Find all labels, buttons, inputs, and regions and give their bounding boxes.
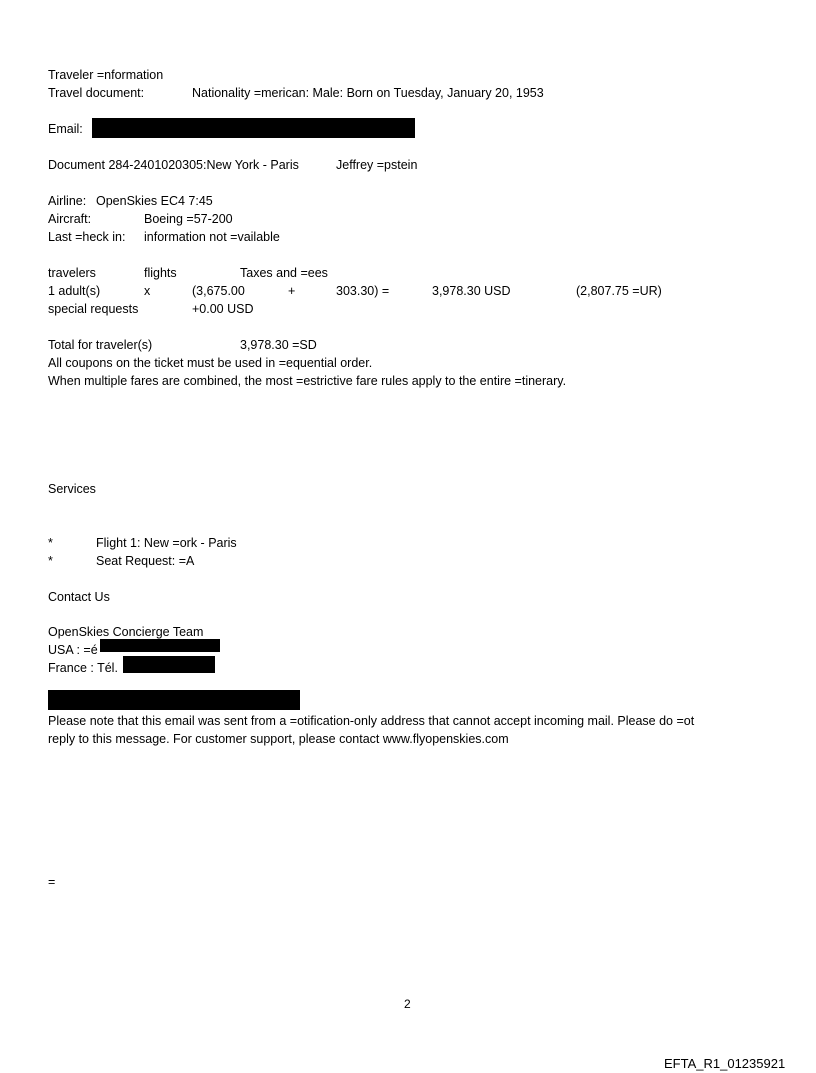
fare-base: (3,675.00 <box>192 284 245 298</box>
travel-document-label: Travel document: <box>48 86 145 100</box>
contact-france: France : Tél. <box>48 661 118 675</box>
checkin-value: information not =vailable <box>144 230 280 244</box>
email-label: Email: <box>48 122 83 136</box>
total-value: 3,978.30 =SD <box>240 338 317 352</box>
contact-heading: Contact Us <box>48 590 110 604</box>
fare-header-flights: flights <box>144 266 177 280</box>
special-requests-value: +0.00 USD <box>192 302 254 316</box>
document-line: Document 284-2401020305:New York - Paris <box>48 158 299 172</box>
passenger-name: Jeffrey =pstein <box>336 158 418 172</box>
traveler-heading: Traveler =nformation <box>48 68 164 82</box>
fare-taxes: 303.30) = <box>336 284 390 298</box>
stray-character: = <box>48 875 56 889</box>
services-heading: Services <box>48 482 96 496</box>
fare-total: 3,978.30 USD <box>432 284 511 298</box>
fare-eur: (2,807.75 =UR) <box>576 284 662 298</box>
fare-plus: + <box>288 284 296 298</box>
notice-line-1: Please note that this email was sent from a =otification-only address that cannot accept incoming mail. Please do =ot <box>48 714 695 728</box>
fare-rules-note: When multiple fares are combined, the most =estrictive fare rules apply to the entire =tinerary. <box>48 374 567 388</box>
fare-travelers: 1 adult(s) <box>48 284 101 298</box>
airline-value: OpenSkies EC4 7:45 <box>96 194 213 208</box>
fare-header-taxes: Taxes and =ees <box>240 266 328 280</box>
page-number: 2 <box>404 997 411 1011</box>
bates-number: EFTA_R1_01235921 <box>664 1056 786 1071</box>
service-item-seat: Seat Request: =A <box>96 554 195 568</box>
fare-multiply: x <box>144 284 151 298</box>
airline-label: Airline: <box>48 194 87 208</box>
service-bullet: * <box>48 536 53 550</box>
fare-header-travelers: travelers <box>48 266 96 280</box>
contact-usa: USA : =é <box>48 643 98 657</box>
line-redaction <box>48 690 300 710</box>
aircraft-label: Aircraft: <box>48 212 92 226</box>
service-bullet: * <box>48 554 53 568</box>
coupon-note: All coupons on the ticket must be used in =equential order. <box>48 356 373 370</box>
france-phone-redaction <box>123 656 215 673</box>
aircraft-value: Boeing =57-200 <box>144 212 233 226</box>
special-requests-label: special requests <box>48 302 139 316</box>
contact-team: OpenSkies Concierge Team <box>48 625 204 639</box>
travel-document-value: Nationality =merican: Male: Born on Tuesday, January 20, 1953 <box>192 86 544 100</box>
notice-line-2: reply to this message. For customer support, please contact www.flyopenskies.com <box>48 732 509 746</box>
email-redaction <box>92 118 415 138</box>
service-item-flight: Flight 1: New =ork - Paris <box>96 536 237 550</box>
total-label: Total for traveler(s) <box>48 338 153 352</box>
checkin-label: Last =heck in: <box>48 230 126 244</box>
usa-phone-redaction <box>100 639 220 652</box>
